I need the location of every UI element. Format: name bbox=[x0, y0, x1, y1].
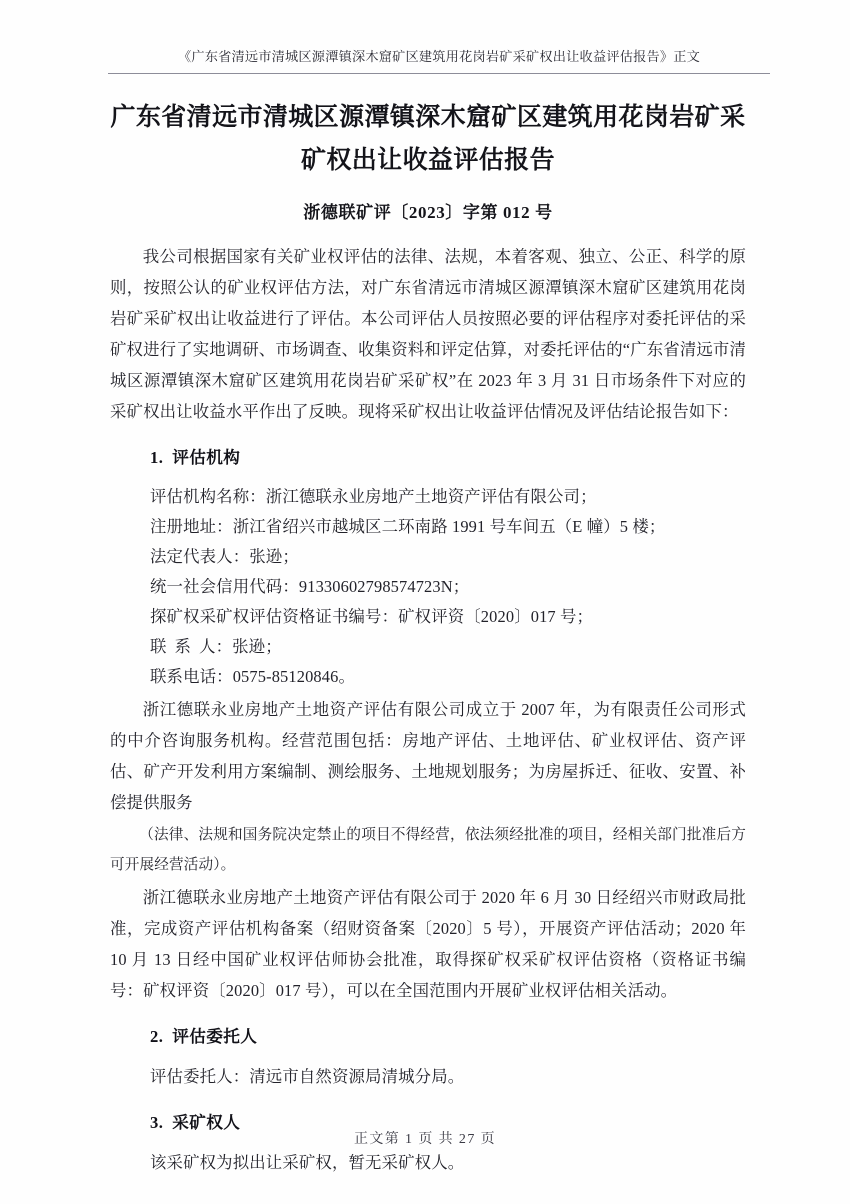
intro-paragraph: 我公司根据国家有关矿业权评估的法律、法规，本着客观、独立、公正、科学的原则，按照公认的矿业权评估方法，对广东省清远市清城区源潭镇深木窟矿区建筑用花岗岩矿采矿权出让收益进行了评估。本公司评估人员按照必要的评估程序对委托评估的采矿权进行了实地调研、市场调查、收集资料和评定估算，对委托评估的“广东省清远市清城区源潭镇深木窟矿区建筑用花岗岩矿采矿权”在 2023 年 3 月 31 日市场条件下对应的采矿权出让收益水平作出了反映。现将采矿权出让收益评估情况及评估结论报告如下： bbox=[110, 247, 746, 421]
agency-profile-paragraph: 浙江德联永业房地产土地资产评估有限公司成立于 2007 年，为有限责任公司形式的中介咨询服务机构。经营范围包括：房地产评估、土地评估、矿业权评估、资产评估、矿产开发利用方案编制、测绘服务、土地规划服务；为房屋拆迁、征收、安置、补偿提供服务 bbox=[110, 700, 746, 812]
info-label: 联系电话： bbox=[150, 667, 233, 686]
mining-right-holder-line: 该采矿权为拟出让采矿权，暂无采矿权人。 bbox=[150, 1153, 465, 1172]
info-value: 91330602798574723N； bbox=[298, 577, 470, 596]
list-item bbox=[110, 662, 746, 692]
info-label-colon: ： bbox=[215, 637, 233, 656]
document-content bbox=[110, 96, 746, 1180]
info-label: 注册地址： bbox=[150, 517, 233, 536]
info-value: 浙江省绍兴市越城区二环南路 1991 号车间五（E 幢）5 楼； bbox=[232, 517, 666, 536]
header-divider-rule bbox=[108, 73, 770, 74]
client-line: 评估委托人：清远市自然资源局清城分局。 bbox=[150, 1067, 465, 1086]
page-title-line-2: 矿权出让收益评估报告 bbox=[300, 147, 555, 174]
section-heading-1 bbox=[110, 442, 746, 473]
info-value: 张逊； bbox=[249, 547, 299, 566]
page-title bbox=[110, 96, 746, 182]
info-label-spaced: 联系人 bbox=[150, 637, 216, 656]
page-title-line-1: 广东省清远市清城区源潭镇深木窟矿区建筑用花岗岩矿采 bbox=[110, 104, 746, 131]
document-number: 浙德联矿评〔2023〕字第 012 号 bbox=[303, 203, 553, 222]
list-item bbox=[110, 632, 746, 662]
list-item bbox=[110, 602, 746, 632]
info-label: 评估机构名称： bbox=[150, 487, 266, 506]
section-title-1: 评估机构 bbox=[172, 448, 241, 467]
section-title-2: 评估委托人 bbox=[172, 1027, 258, 1046]
agency-scope-note-paragraph: （法律、法规和国务院决定禁止的项目不得经营，依法须经批准的项目，经相关部门批准后方可开展经营活动）。 bbox=[110, 827, 746, 873]
agency-qualification-paragraph: 浙江德联永业房地产土地资产评估有限公司于 2020 年 6 月 30 日经绍兴市财政局批准，完成资产评估机构备案（绍财资备案〔2020〕5 号），开展资产评估活动；2020 年 10 月 13 日经中国矿业权评估师协会批准，取得探矿权采矿权评估资格（资格证书编号：矿权评资〔2020〕017 号），可以在全国范围内开展矿业权评估相关活动。 bbox=[110, 888, 746, 1000]
list-item bbox=[110, 572, 746, 602]
section-title-3: 采矿权人 bbox=[172, 1113, 241, 1132]
agency-info-list bbox=[110, 482, 746, 692]
info-value: 0575-85120846。 bbox=[232, 667, 355, 686]
info-label: 法定代表人： bbox=[150, 547, 250, 566]
section-number-1: 1. bbox=[150, 448, 164, 467]
section-number-3: 3. bbox=[150, 1113, 164, 1132]
info-value: 浙江德联永业房地产土地资产评估有限公司； bbox=[265, 487, 597, 506]
section-heading-2 bbox=[110, 1021, 746, 1052]
running-header-title: 《广东省清远市清城区源潭镇深木窟矿区建筑用花岗岩矿采矿权出让收益评估报告》正文 bbox=[177, 49, 701, 64]
page-footer: 正文第 1 页 共 27 页 bbox=[353, 1132, 497, 1147]
list-item bbox=[110, 542, 746, 572]
info-value: 矿权评资〔2020〕017 号； bbox=[398, 607, 594, 626]
info-label: 探矿权采矿权评估资格证书编号： bbox=[150, 607, 399, 626]
section-number-2: 2. bbox=[150, 1027, 164, 1046]
list-item bbox=[110, 482, 746, 512]
info-value: 张逊； bbox=[232, 637, 282, 656]
info-label: 统一社会信用代码： bbox=[150, 577, 299, 596]
list-item bbox=[110, 512, 746, 542]
